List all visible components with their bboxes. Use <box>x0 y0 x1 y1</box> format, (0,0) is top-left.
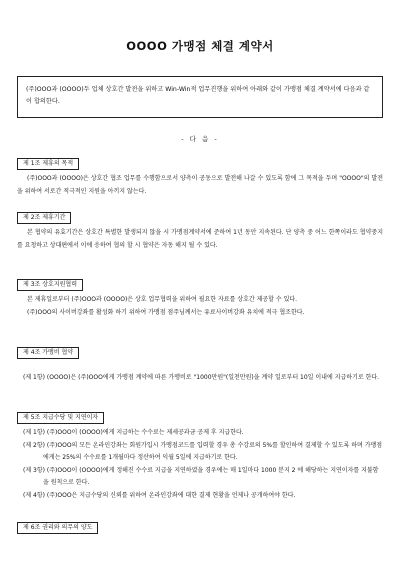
article-heading: 제 4조 가맹비 협약 <box>17 347 79 359</box>
article-item: (제 3항) (주)OOO이 (OOOO)에게 정해진 수수료 지급을 지연하였을 경우에는 매 1일마다 1000 분지 2 에 해당하는 지연이자를 지불함을 원칙으로 한다. <box>23 466 379 486</box>
intro-box: (주)OOO과 (OOOO)두 업체 상호간 발전을 위하고 Win-Win적 업무진행을 위하여 아래와 같이 가맹점 체결 계약서에 다음과 같이 합의한다. <box>17 76 383 118</box>
article-heading: 제 2조 제휴기간 <box>17 212 71 224</box>
article-4 <box>17 347 383 385</box>
article-heading: 제 6조 권리와 의무의 양도 <box>17 522 98 534</box>
article-item: (제 2항) (주)OOO의 모든 온라인강좌는 회원가입시 가맹점코드를 입력할 경우 총 수강료의 5%를 할인하여 결제할 수 있도록 하며 가맹점에게는 25%의 수수료를 1개월마다 정산하여 익월 5일에 지급하기로 한다. <box>23 441 383 461</box>
article-paragraph: (주)OOO의 사이버강좌를 활성화 하기 위하여 가맹점 점주님께서는 유료사이버강좌 유치에 적극 협조한다. <box>27 308 305 316</box>
article-2 <box>17 212 383 252</box>
article-paragraph: (주)OOO과 (OOOO)은 상호간 협조 업무를 수행함으로서 양측이 공동으로 발전해 나갈 수 있도록 함에 그 목적을 두며 "OOOO"의 발전을 위하여 서로간 적극적인 지원을 아끼지 않는다. <box>17 175 383 195</box>
article-heading: 제 3조 상호지원협력 <box>17 279 83 291</box>
article-3 <box>17 279 383 319</box>
separator-text: - 다 음 - <box>181 135 219 143</box>
article-heading: 제 5조 지급수당 및 지연이자 <box>17 412 104 424</box>
document-title: OOOO 가맹점 체결 계약서 <box>126 39 274 53</box>
article-1 <box>17 158 383 198</box>
article-item: (제 1항) (주)OOO이 (OOOO)에게 지급하는 수수료는 제세공과금 공제 후 지급한다. <box>23 429 244 436</box>
article-paragraph: 본 제휴일로부터 (주)OOO과 (OOOO)은 상호 업무협력을 위하여 필요한 자료를 상호간 제공할 수 있다. <box>27 296 298 303</box>
article-heading: 제 1조 제휴의 목적 <box>17 158 79 170</box>
article-paragraph: 본 협약의 유효기간은 상호간 특별한 발생되지 않을 시 가맹점계약서에 준하여 1년 동안 지속된다. 단 양측 중 어느 한쪽이라도 협약중지를 요청하고 상대편에서 이에 응하여 협의 할 시 협약은 자동 해지 될 수 있다. <box>17 229 383 249</box>
article-item: (제 4항) (주)OOO은 지급수당의 신뢰를 위하여 온라인강좌에 대한 결제 현황을 언제나 공개하여야 한다. <box>23 491 296 499</box>
article-5 <box>17 412 383 502</box>
article-6 <box>17 522 383 537</box>
article-item: (제 1항) (OOOO)은 (주)OOO에게 가맹점 계약에 따른 가맹비로 "1000만원"(일천만원)을 계약 일로부터 10일 이내에 지급하기로 한다. <box>23 374 380 381</box>
